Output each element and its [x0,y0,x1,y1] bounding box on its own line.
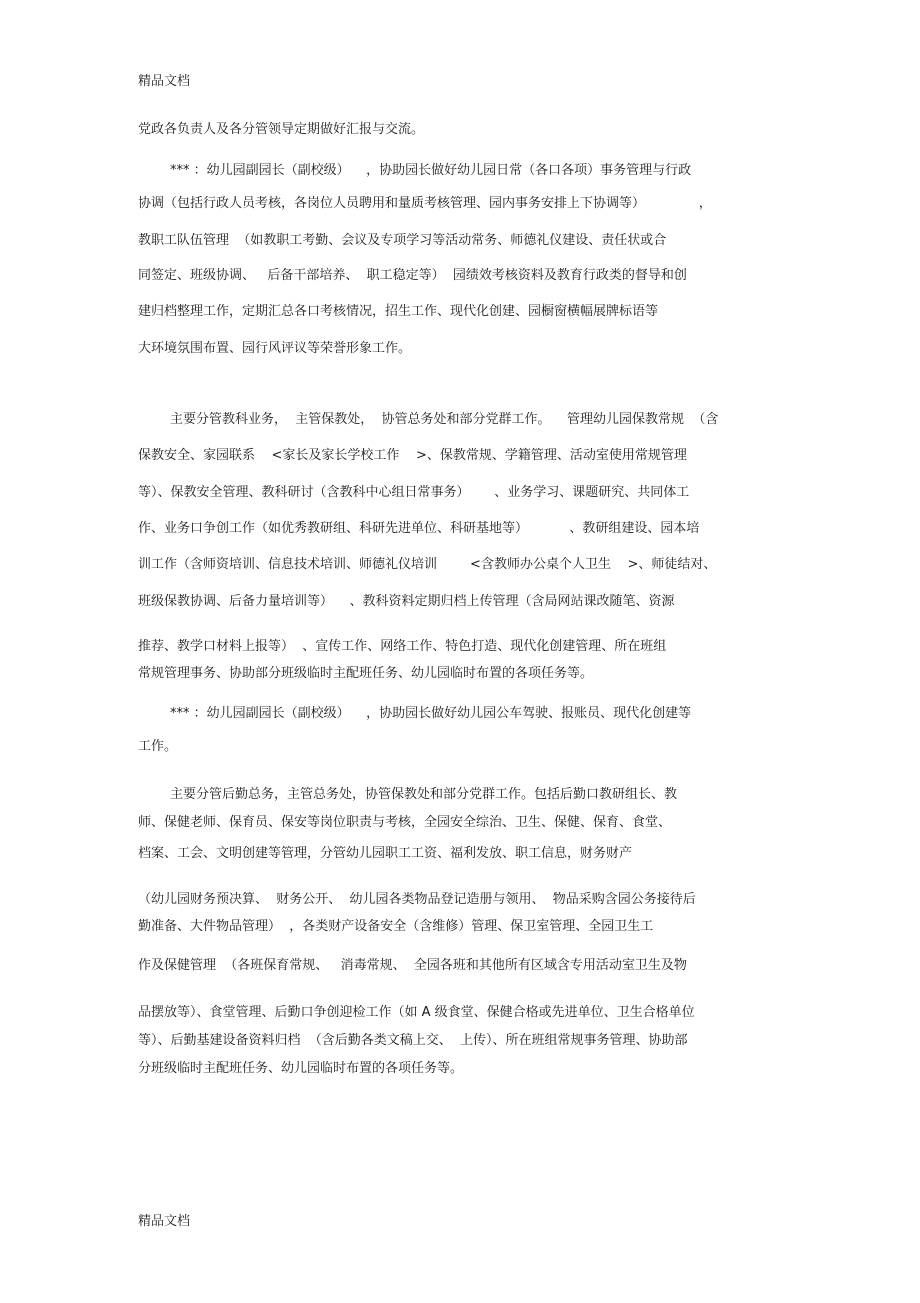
paragraph-line: 勤准备、大件物品管理） ，各类财产设备安全（含维修）管理、保卫室管理、全园卫生工 [138,919,654,934]
paragraph-line: 师、保健老师、保育员、保安等岗位职责与考核，全园安全综治、卫生、保健、保育、食堂、 [138,815,672,830]
paragraph-line: 推荐、教学口材料上报等） 、宣传工作、网络工作、特色打造、现代化创建管理、所在班组 [138,639,667,654]
paragraph-line: 党政各负责人及各分管领导定期做好汇报与交流。 [138,122,425,137]
paragraph-line: 品摆放等）、食堂管理、后勤口争创迎检工作（如 A 级食堂、保健合格或先进单位、卫生合格单位 [138,1005,695,1020]
paragraph-line: 等）、保教安全管理、教科研讨（含教科中心组日常事务） 、业务学习、课题研究、共同体工 [138,485,690,500]
paragraph-line: 档案、工会、文明创建等管理，分管幼儿园职工工资、福利发放、职工信息，财务财产 [138,846,633,861]
paragraph-line: 常规管理事务、协助部分班级临时主配班任务、幼儿园临时布置的各项任务等。 [138,666,594,681]
paragraph-line: 建归档整理工作，定期汇总各口考核情况，招生工作、现代化创建、园橱窗横幅展牌标语等 [138,304,659,319]
paragraph-line: 保教安全、家园联系 <家长及家长学校工作 >、保教常规、学籍管理、活动室使用常规管理 [138,448,687,463]
paragraph-line: *** ：幼儿园副园长（副校级） ，协助园长做好幼儿园日常（各口各项）事务管理与行政 [170,163,692,178]
paragraph-line: 班级保教协调、后备力量培训等） 、教科资料定期归档上传管理（含局网站课改随笔、资源 [138,594,675,609]
paragraph-line: 分班级临时主配班任务、幼儿园临时布置的各项任务等。 [138,1061,464,1076]
paragraph-line: 训工作（含师资培训、信息技术培训、师德礼仪培训 <含教师办公桌个人卫生 >、师徒结对、 [138,557,717,572]
paragraph-line: 作及保健管理 （各班保育常规、 消毒常规、 全园各班和其他所有区域含专用活动室卫生及物 [138,958,687,973]
paragraph-line: 主要分管后勤总务，主管总务处，协管保教处和部分党群工作。包括后勤口教研组长、教 [170,787,678,802]
paragraph-line: *** ：幼儿园副园长（副校级） ，协助园长做好幼儿园公车驾驶、报账员、现代化创建等 [170,706,692,721]
paragraph-line: 等）、后勤基建设备资料归档 （含后勤各类文稿上交、 上传）、所在班组常规事务管理、协助部 [138,1033,688,1048]
paragraph-line: 同签定、班级协调、 后备干部培养、 职工稳定等） 园绩效考核资料及教育行政类的督导和创 [138,268,687,283]
paragraph-line: 教职工队伍管理 （如教职工考勤、会议及专项学习等活动常务、师德礼仪建设、责任状或合 [138,233,667,248]
paragraph-line: 协调（包括行政人员考核，各岗位人员聘用和量质考核管理、园内事务安排上下协调等） ， [138,196,712,211]
paragraph-line: 大环境氛围布置、园行风评议等荣誉形象工作。 [138,341,412,356]
paragraph-line: （幼儿园财务预决算、 财务公开、 幼儿园各类物品登记造册与领用、 物品采购含园公务接待后 [138,892,696,907]
paragraph-line: 主要分管教科业务， 主管保教处， 协管总务处和部分党群工作。 管理幼儿园保教常规 （含 [170,412,719,427]
paragraph-line: 工作。 [138,739,178,754]
page-header: 精品文档 [138,74,191,89]
paragraph-line: 作、业务口争创工作（如优秀教研组、科研先进单位、科研基地等） 、教研组建设、园本培 [138,521,700,536]
page-footer: 精品文档 [138,1214,191,1229]
